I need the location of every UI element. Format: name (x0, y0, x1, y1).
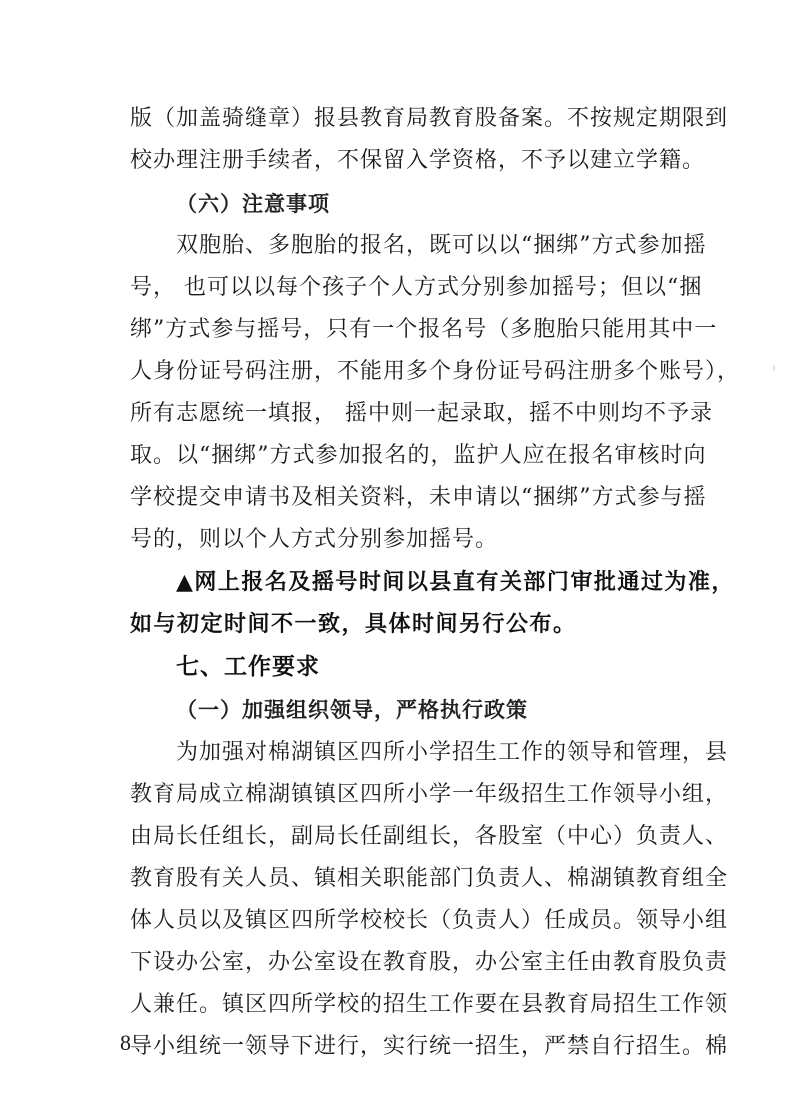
text-line: 导小组统一领导下进行，实行统一招生，严禁自行招生。棉 (130, 1034, 729, 1059)
text-line: 教育局成立棉湖镇镇区四所小学一年级招生工作领导小组， (130, 782, 729, 807)
text-line: 由局长任组长，副局长任副组长，各股室（中心）负责人、 (130, 824, 729, 849)
text-line: 人身份证号码注册，不能用多个身份证号码注册多个账号）， (130, 359, 741, 384)
text-line: 双胞胎、多胞胎的报名，既可以以“捆绑”方式参加摇 (176, 233, 707, 258)
text-line: 取。以“捆绑”方式参加报名的，监护人应在报名审核时向 (130, 443, 707, 468)
page-number: 8 (120, 1030, 131, 1055)
scan-mark (773, 365, 775, 371)
text-line: 为加强对棉湖镇区四所小学招生工作的领导和管理，县 (176, 740, 729, 765)
text-line: 体人员以及镇区四所学校校长（负责人）任成员。领导小组 (130, 908, 729, 933)
text-line: 所有志愿统一填报， 摇中则一起录取，摇不中则均不予录 (130, 401, 713, 426)
notice-line: 如与初定时间不一致，具体时间另行公布。 (130, 612, 577, 637)
text-line: 人兼任。镇区四所学校的招生工作要在县教育局招生工作领 (130, 992, 729, 1017)
text-line: 校办理注册手续者，不保留入学资格，不予以建立学籍。 (130, 148, 706, 173)
section-heading-notes: （六）注意事项 (176, 192, 330, 216)
text-line: 号的，则以个人方式分别参加摇号。 (130, 527, 499, 552)
text-line: 学校提交申请书及相关资料，未申请以“捆绑”方式参与摇 (130, 485, 707, 510)
section-heading-work-requirements: 七、工作要求 (176, 654, 320, 680)
subsection-heading: （一）加强组织领导，严格执行政策 (176, 698, 528, 722)
text-line: 绑”方式参与摇号，只有一个报名号（多胞胎只能用其中一 (130, 317, 718, 342)
text-line: 版（加盖骑缝章）报县教育局教育股备案。不按规定期限到 (130, 106, 729, 131)
text-line: 教育股有关人员、镇相关职能部门负责人、棉湖镇教育组全 (130, 866, 729, 891)
text-line: 下设办公室，办公室设在教育股，办公室主任由教育股负责 (130, 950, 729, 975)
text-line: 号， 也可以以每个孩子个人方式分别参加摇号；但以“捆 (130, 275, 703, 300)
notice-line: ▲网上报名及摇号时间以县直有关部门审批通过为准， (176, 570, 735, 595)
